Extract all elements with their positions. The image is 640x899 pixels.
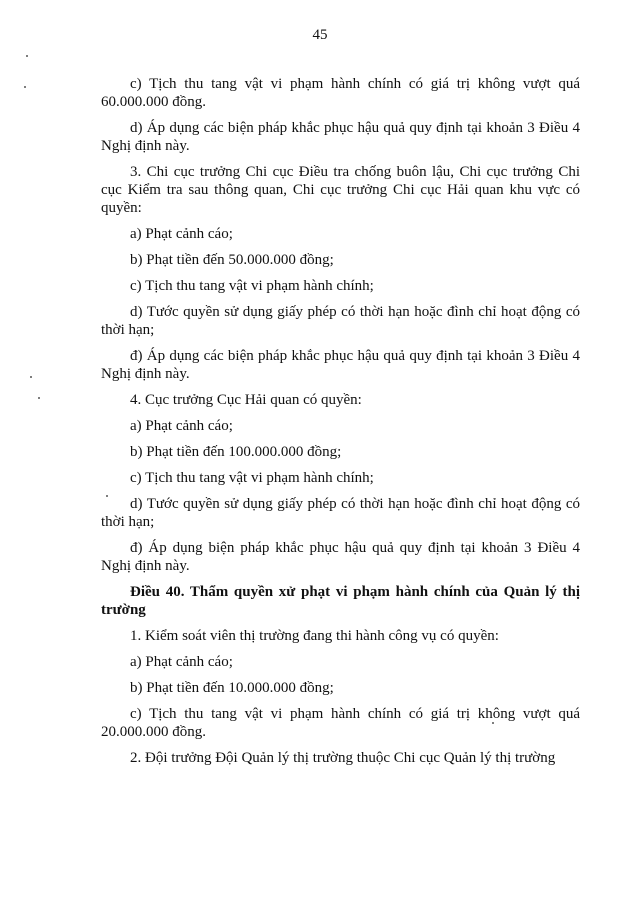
paragraph-clause-a: a) Phạt cảnh cáo; <box>130 418 233 434</box>
paragraph-clause-c: c) Tịch thu tang vật vi phạm hành chính có giá trị không vượt quá 60.000.000 đồng. <box>101 76 580 110</box>
paragraph-clause-d: d) Áp dụng các biện pháp khắc phục hậu quả quy định tại khoản 3 Điều 4 Nghị định này. <box>101 120 580 154</box>
document-body <box>101 75 580 775</box>
paragraph-item-2: 2. Đội trưởng Đội Quản lý thị trường thuộc Chi cục Quản lý thị trường <box>130 750 556 766</box>
paragraph-clause-a: a) Phạt cảnh cáo; <box>130 654 233 670</box>
paragraph-clause-b: b) Phạt tiền đến 50.000.000 đồng; <box>130 252 334 268</box>
scan-speck <box>26 55 28 57</box>
scan-speck <box>30 376 32 378</box>
paragraph-clause-c: c) Tịch thu tang vật vi phạm hành chính; <box>130 278 374 294</box>
paragraph-item-1: 1. Kiểm soát viên thị trường đang thi hành công vụ có quyền: <box>130 628 499 644</box>
paragraph-clause-c: c) Tịch thu tang vật vi phạm hành chính có giá trị không vượt quá 20.000.000 đồng. <box>101 706 580 740</box>
paragraph-item-4: 4. Cục trưởng Cục Hải quan có quyền: <box>130 392 362 408</box>
scan-speck <box>106 495 108 497</box>
paragraph-clause-b: b) Phạt tiền đến 100.000.000 đồng; <box>130 444 342 460</box>
paragraph-clause-c: c) Tịch thu tang vật vi phạm hành chính; <box>130 470 374 486</box>
scan-speck <box>24 86 26 88</box>
article-heading: Điều 40. Thẩm quyền xử phạt vi phạm hành chính của Quản lý thị trường <box>101 584 580 618</box>
paragraph-clause-dd: đ) Áp dụng biện pháp khắc phục hậu quả quy định tại khoản 3 Điều 4 Nghị định này. <box>101 540 580 574</box>
paragraph-clause-dd: đ) Áp dụng các biện pháp khắc phục hậu quả quy định tại khoản 3 Điều 4 Nghị định này. <box>101 348 580 382</box>
paragraph-clause-b: b) Phạt tiền đến 10.000.000 đồng; <box>130 680 334 696</box>
scan-speck <box>38 397 40 399</box>
paragraph-clause-d: d) Tước quyền sử dụng giấy phép có thời hạn hoặc đình chỉ hoạt động có thời hạn; <box>101 304 580 338</box>
paragraph-item-3: 3. Chi cục trưởng Chi cục Điều tra chống buôn lậu, Chi cục trưởng Chi cục Kiểm tra sau thông quan, Chi cục trưởng Chi cục Hải quan khu vực có quyền: <box>101 164 580 216</box>
paragraph-clause-d: d) Tước quyền sử dụng giấy phép có thời hạn hoặc đình chỉ hoạt động có thời hạn; <box>101 496 580 530</box>
paragraph-clause-a: a) Phạt cảnh cáo; <box>130 226 233 242</box>
scan-speck <box>492 722 494 724</box>
page-number: 45 <box>312 27 328 43</box>
